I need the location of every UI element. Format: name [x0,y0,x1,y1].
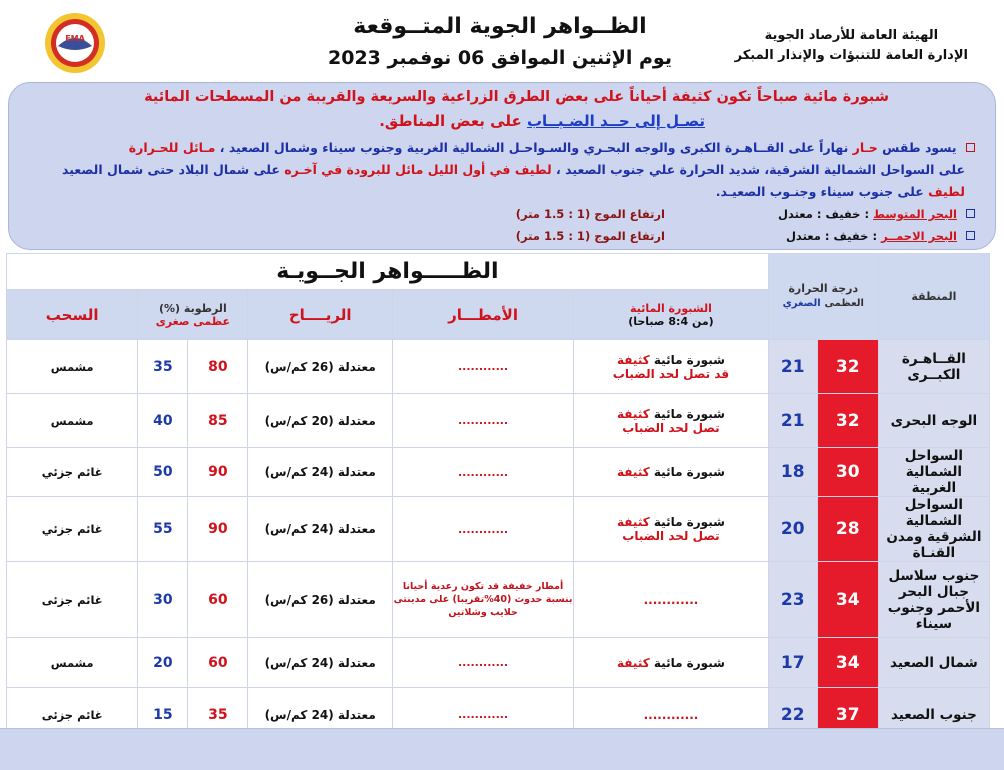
fog-highlight: تصـل إلى حــد الضـبــاب [526,112,705,130]
org-line-1: الهيئة العامة للأرصاد الجوية [764,28,939,43]
footer-band [0,728,1004,770]
humidity-min: 55 [138,497,188,562]
temp-min: 21 [768,394,817,448]
cloud-cell: غائم جزئى [7,688,138,742]
humidity-max: 80 [188,340,248,394]
bullet-icon [966,143,975,152]
region-header: المنطقة [878,254,989,340]
humidity-min: 40 [138,394,188,448]
table-row [7,562,990,638]
fog-areas: على بعض المناطق. [379,112,522,130]
fog-cell: ............ [574,688,769,742]
temperature-header: درجة الحرارة العظمى الصغري [768,254,878,340]
region-name: الوجه البحرى [878,394,989,448]
temp-max: 34 [817,638,878,688]
date-line: يوم الإثنين الموافق 06 نوفمبر 2023 [328,47,672,69]
rain-cell: ............ [392,448,573,497]
humidity-min: 15 [138,688,188,742]
wind-header: الريــــاح [248,290,393,340]
cloud-cell: غائم جزئى [7,562,138,638]
cloud-cell: غائم جزئي [7,497,138,562]
wind-cell: معتدلة (24 كم/س) [248,497,393,562]
ema-logo-icon [38,10,112,76]
wind-cell: معتدلة (24 كم/س) [248,638,393,688]
humidity-min: 50 [138,448,188,497]
forecast-summary [8,82,996,250]
fog-cell: ............ [574,562,769,638]
region-name: شمال الصعيد [878,638,989,688]
page-header [0,0,1004,82]
temp-min: 17 [768,638,817,688]
fog-cell: شبورة مائية كثيفة [574,638,769,688]
temp-max: 32 [817,394,878,448]
humidity-max: 60 [188,638,248,688]
humidity-header: الرطوبة (%) عظمى صغرى [138,290,248,340]
cloud-cell: مشمس [7,340,138,394]
humidity-max: 35 [188,688,248,742]
fog-cell: شبورة مائية كثيفة تصل لحد الضباب [574,394,769,448]
region-name: جنوب الصعيد [878,688,989,742]
wave-height-mediterranean: ارتفاع الموج (1 : 1.5 متر) [515,207,665,221]
weather-paragraph-line-1: يسود طقس حـار نهاراً على القــاهـرة الكبرى والوجه البحـري والسـواحـل الشمالية الغربية وجنوب سيناء وشمال الصعيد ، مـائل للحـرارة [129,140,975,155]
temp-min: 21 [768,340,817,394]
table-row [7,340,990,394]
temp-min: 22 [768,688,817,742]
wind-cell: معتدلة (20 كم/س) [248,394,393,448]
rain-cell: أمطار خفيفة قد تكون رعدية أحيانا بنسبة حدوث (40%تقريبا) على مدينتى حلايب وشلاتين [392,562,573,638]
wave-height-red-sea: ارتفاع الموج (1 : 1.5 متر) [515,229,665,243]
weather-paragraph-line-3: لطيف على جنوب سيناء وجنـوب الصعيـد. [715,184,965,199]
bullet-icon [966,231,975,240]
table-row [7,394,990,448]
logo-text: EMA [65,34,85,43]
cloud-header: السحب [7,290,138,340]
wind-cell: معتدلة (26 كم/س) [248,340,393,394]
weather-paragraph-line-2: على السواحل الشمالية الشرقية، شديد الحرارة علي جنوب الصعيد ، لطيف في أول الليل مائل للبرودة في آخـره على شمال البلاد حتى شمال الصعيد [61,162,965,177]
humidity-min: 35 [138,340,188,394]
rain-cell: ............ [392,638,573,688]
rain-cell: ............ [392,688,573,742]
fog-cell: شبورة مائية كثيفة قد تصل لحد الضباب [574,340,769,394]
region-name: جنوب سلاسل جبال البحر الأحمر وجنوب سيناء [878,562,989,638]
bullet-icon [966,209,975,218]
temp-max: 30 [817,448,878,497]
table-row [7,638,990,688]
cloud-cell: مشمس [7,638,138,688]
humidity-min: 30 [138,562,188,638]
cloud-cell: غائم جزئي [7,448,138,497]
phenomena-header: الظـــــواهر الجــويـة [7,254,769,290]
humidity-max: 60 [188,562,248,638]
humidity-min: 20 [138,638,188,688]
temp-min: 23 [768,562,817,638]
cloud-cell: مشمس [7,394,138,448]
summary-line-1: شبورة مائية صباحاً تكون كثيفة أحياناً على بعض الطرق الزراعية والسريعة والقريبة من المسطحات المائية [144,89,889,105]
forecast-table [6,253,990,742]
humidity-max: 85 [188,394,248,448]
table-row [7,448,990,497]
fog-cell: شبورة مائية كثيفة تصل لحد الضباب [574,497,769,562]
fog-cell: شبورة مائية كثيفة [574,448,769,497]
region-name: السواحل الشمالية الغربية [878,448,989,497]
temp-max: 28 [817,497,878,562]
humidity-max: 90 [188,497,248,562]
rain-cell: ............ [392,497,573,562]
sea-red-sea: البحر الاحمــر : خفيف : معتدل [786,229,975,243]
temp-max: 32 [817,340,878,394]
org-line-2: الإدارة العامة للتنبؤات والإنذار المبكر [734,48,968,63]
temp-min: 20 [768,497,817,562]
temp-max: 34 [817,562,878,638]
fog-header: الشبورة المائية (من 8:4 صباحا) [574,290,769,340]
organization-name [735,26,968,66]
temp-max: 37 [817,688,878,742]
table-row [7,497,990,562]
region-name: القــاهـرة الكبــرى [878,340,989,394]
wind-cell: معتدلة (24 كم/س) [248,448,393,497]
region-name: السواحل الشمالية الشرقية ومدن القنـاة [878,497,989,562]
wind-cell: معتدلة (24 كم/س) [248,688,393,742]
wind-cell: معتدلة (26 كم/س) [248,562,393,638]
rain-cell: ............ [392,394,573,448]
rain-header: الأمطـــار [392,290,573,340]
page-title: الظــواهر الجوية المتــوقعة [353,14,647,39]
rain-cell: ............ [392,340,573,394]
summary-line-2 [379,112,705,130]
sea-mediterranean: البحر المتوسط : خفيف : معتدل [778,207,975,221]
temp-min: 18 [768,448,817,497]
humidity-max: 90 [188,448,248,497]
